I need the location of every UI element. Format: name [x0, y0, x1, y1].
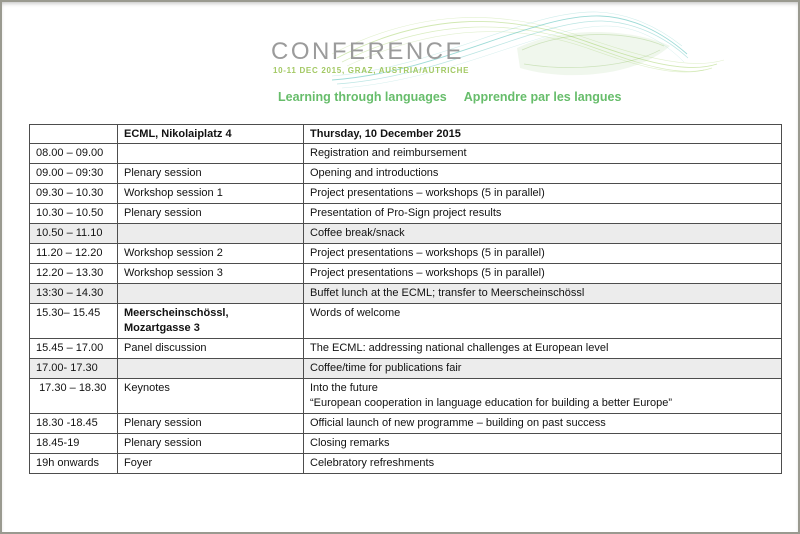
description-cell: Project presentations – workshops (5 in parallel): [304, 244, 782, 264]
table-row-break: [30, 224, 782, 244]
session-cell-venue: [118, 304, 304, 339]
table-row: [30, 164, 782, 184]
session-cell: Panel discussion: [118, 339, 304, 359]
time-cell: 13:30 – 14.30: [30, 284, 118, 304]
time-cell: 08.00 – 09.00: [30, 144, 118, 164]
table-row: [30, 144, 782, 164]
description-cell: Project presentations – workshops (5 in parallel): [304, 184, 782, 204]
table-header-row: [30, 125, 782, 144]
description-cell: Official launch of new programme – building on past success: [304, 414, 782, 434]
description-line-1: Into the future: [310, 382, 378, 394]
description-cell: The ECML: addressing national challenges at European level: [304, 339, 782, 359]
table-row-break: [30, 284, 782, 304]
venue-line-1: Meerscheinschössl,: [124, 307, 229, 319]
description-cell: Opening and introductions: [304, 164, 782, 184]
header-day-cell: Thursday, 10 December 2015: [304, 125, 782, 144]
tagline: [278, 90, 621, 104]
session-cell: Workshop session 3: [118, 264, 304, 284]
time-cell: 15.45 – 17.00: [30, 339, 118, 359]
description-cell: Celebratory refreshments: [304, 454, 782, 474]
time-cell: 12.20 – 13.30: [30, 264, 118, 284]
table-row: [30, 244, 782, 264]
time-cell: 19h onwards: [30, 454, 118, 474]
time-cell: 17.30 – 18.30: [30, 379, 118, 414]
table-row: [30, 184, 782, 204]
time-cell: 09.30 – 10.30: [30, 184, 118, 204]
table-row-break: [30, 359, 782, 379]
time-cell: 10.30 – 10.50: [30, 204, 118, 224]
tagline-english: Learning through languages: [278, 90, 447, 104]
time-cell: 18.30 -18.45: [30, 414, 118, 434]
time-cell: 17.00- 17.30: [30, 359, 118, 379]
description-line-2: “European cooperation in language education for building a better Europe”: [310, 396, 673, 409]
description-cell: Coffee/time for publications fair: [304, 359, 782, 379]
table-row: [30, 304, 782, 339]
description-cell: [304, 379, 782, 414]
table-row: [30, 379, 782, 414]
session-cell: Keynotes: [118, 379, 304, 414]
session-cell: Workshop session 2: [118, 244, 304, 264]
table-row: [30, 204, 782, 224]
table-row: [30, 454, 782, 474]
description-cell: Registration and reimbursement: [304, 144, 782, 164]
schedule-table: [29, 124, 782, 474]
conference-logo-subtitle: 10-11 DEC 2015, GRAZ, AUSTRIA/AUTRICHE: [273, 66, 470, 75]
time-cell: 10.50 – 11.10: [30, 224, 118, 244]
venue-line-2: Mozartgasse 3: [124, 321, 200, 334]
session-cell: [118, 284, 304, 304]
time-cell: 18.45-19: [30, 434, 118, 454]
session-cell: [118, 359, 304, 379]
table-row: [30, 339, 782, 359]
session-cell: Plenary session: [118, 414, 304, 434]
description-cell: Words of welcome: [304, 304, 782, 339]
session-cell: Plenary session: [118, 164, 304, 184]
conference-logo-title: CONFERENCE: [271, 38, 465, 65]
description-cell: Project presentations – workshops (5 in parallel): [304, 264, 782, 284]
session-cell: [118, 224, 304, 244]
description-cell: Closing remarks: [304, 434, 782, 454]
time-cell: 15.30– 15.45: [30, 304, 118, 339]
header-location-cell: ECML, Nikolaiplatz 4: [118, 125, 304, 144]
tagline-french: Apprendre par les langues: [463, 90, 622, 104]
time-cell: 09.00 – 09:30: [30, 164, 118, 184]
table-row: [30, 434, 782, 454]
session-cell: Plenary session: [118, 434, 304, 454]
table-row: [30, 264, 782, 284]
session-cell: Foyer: [118, 454, 304, 474]
description-cell: Coffee break/snack: [304, 224, 782, 244]
header-time-cell: [30, 125, 118, 144]
session-cell: [118, 144, 304, 164]
description-cell: Buffet lunch at the ECML; transfer to Meerscheinschössl: [304, 284, 782, 304]
session-cell: Workshop session 1: [118, 184, 304, 204]
table-row: [30, 414, 782, 434]
description-cell: Presentation of Pro-Sign project results: [304, 204, 782, 224]
session-cell: Plenary session: [118, 204, 304, 224]
time-cell: 11.20 – 12.20: [30, 244, 118, 264]
